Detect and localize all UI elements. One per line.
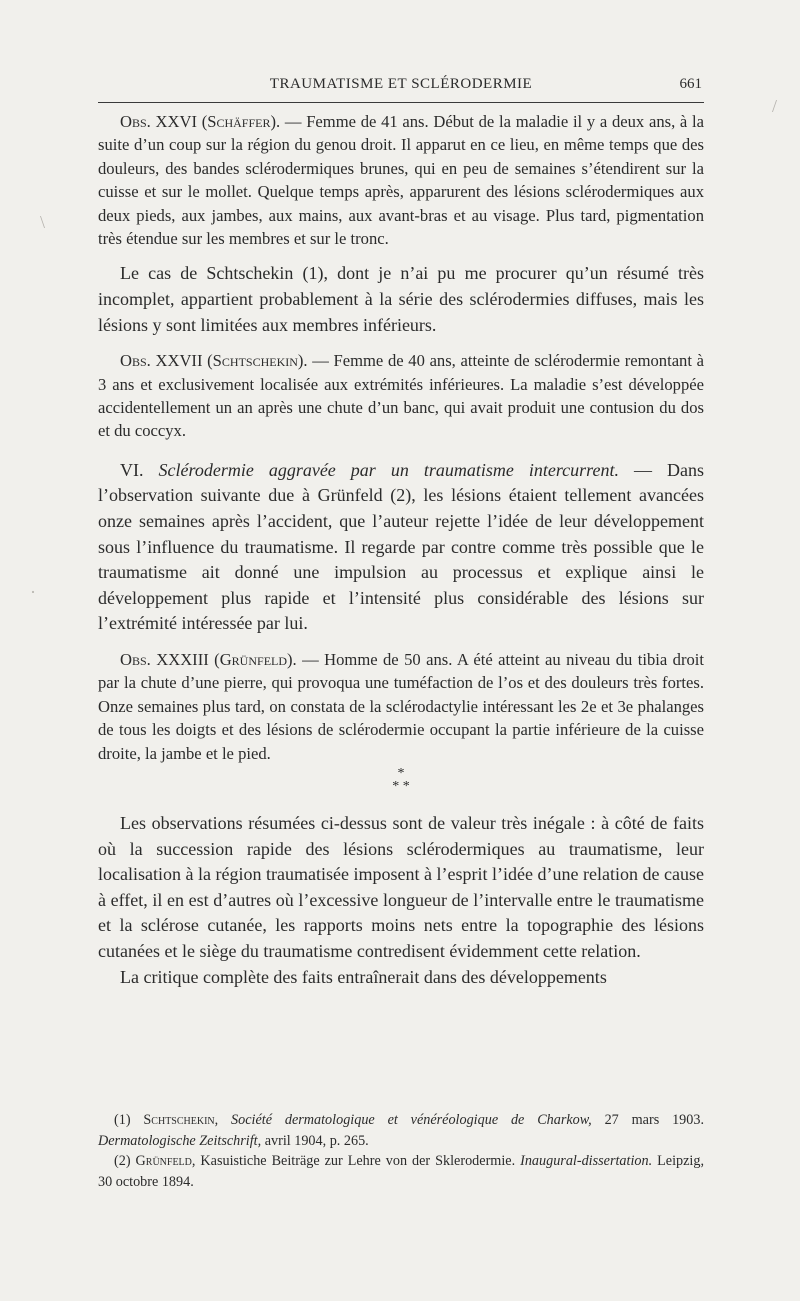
footnotes [98,1110,704,1192]
running-title: TRAUMATISME ET SCLÉRODERMIE [269,76,533,92]
margin-mark: · [30,582,36,602]
page-number: 661 [679,76,702,92]
margin-mark: / [772,96,778,116]
footnote-rest: avril 1904, p. 265. [261,1132,369,1149]
footnote-text: Kasuistiche Beiträge zur Lehre von der Sklerodermie. [195,1153,516,1170]
section-number: VI. [120,459,144,480]
observation-label: Obs. XXVI (Schäffer). [120,112,281,131]
margin-mark: \ [40,212,46,232]
paragraph-schtschekin: Le cas de Schtschekin (1), dont je n’ai pu me procurer qu’un résumé très incomplet, appartient probablement à la série des sclérodermies diffuses, mais les lésions y sont limitées aux membres inférieurs. [98,263,704,335]
page-body [98,110,704,990]
paragraph-observations: Les observations résumées ci-dessus sont de valeur très inégale : à côté de faits où la succession rapide des lésions sclérodermiques au traumatisme, leur localisation à la région traumatisée imposent à l’esprit l’idée d’une relation de cause à effet, il en est d’autres où l’excessive longueur de l’intervalle entre le traumatisme et la sclérose cutanée, les rapports moins nets entre la topographie des lésions cutanées et le siège du traumatisme contredisent évidemment cette relation. [98,813,704,961]
footnote-date: 27 mars 1903. [591,1112,704,1128]
observation-26 [98,110,704,250]
footnote-journal-2: Dermatologische Zeitschrift, [98,1132,262,1149]
observation-text: — Homme de 50 ans. A été atteint au niveau du tibia droit par la chute d’une pierre, qui provoqua une tuméfaction de l’os et des douleurs très fortes. Onze semaines plus tard, on constata de la sclérodactylie intéressant les 2e et 3e phalanges de tous les doigts et des lésions de sclérodermie occupant la partie inférieure de la cuisse droite, la jambe et le pied. [98,650,704,763]
footnote-2 [98,1151,704,1192]
page-header [98,74,704,98]
asterism-top: * [397,766,405,782]
section-text: — Dans l’observation suivante due à Grünfeld (2), les lésions étaient tellement avancées onze semaines après l’accident, que l’auteur rejette l’idée de leur développement sous l’influence du traumatisme. Il regarde par contre comme très possible que le traumatisme ait donné une impulsion au processus et explique ainsi le développement plus rapide et l’intensité plus considérable des lésions sur l’extrémité intéressée par lui. [98,459,704,634]
observation-text: — Femme de 41 ans. Début de la maladie il y a deux ans, à la suite d’un coup sur la région du genou droit. Il apparut en ce lieu, en même temps que des douleurs, des bandes sclérodermiques brunes, qui en peu de semaines s’étendirent sur la cuisse et sur le mollet. Quelque temps après, apparurent des lésions sclérodermiques aux deux pieds, aux jambes, aux mains, aux avant-bras et au visage. Plus tard, pigmentation très étendue sur les membres et sur le tronc. [98,112,704,249]
footnote-rest: Leipzig, 30 octobre 1894. [98,1153,704,1190]
section-6 [98,458,704,637]
asterism-bottom: * * [392,779,410,795]
observation-label: Obs. XXVII (Schtschekin). [120,351,308,371]
footnote-journal: Société dermatologique et vénéréologique de Charkow, [231,1112,592,1128]
paragraph-critique: La critique complète des faits entraînerait dans des développements [120,966,607,987]
footnote-1 [98,1110,704,1151]
asterism [98,767,704,793]
observation-text: — Femme de 40 ans, atteinte de sclérodermie remontant à 3 ans et exclusivement localisée aux extrémités inférieures. La maladie s’est développée accidentellement un an après une chute d’un banc, qui avait produit une contusion du dos et du coccyx. [98,351,705,441]
footnote-number: (2) [114,1153,131,1170]
observation-label: Obs. XXXIII (Grünfeld). [120,650,297,669]
footnote-number: (1) [114,1112,131,1128]
section-title: Sclérodermie aggravée par un traumatisme intercurrent. [158,459,619,480]
header-rule [98,102,704,103]
footnote-italic: Inaugural-dissertation. [520,1153,653,1170]
observation-33 [98,648,704,765]
footnote-author: Grünfeld, [135,1153,196,1170]
observation-27 [98,349,704,443]
footnote-author: Schtschekin, [143,1112,219,1128]
